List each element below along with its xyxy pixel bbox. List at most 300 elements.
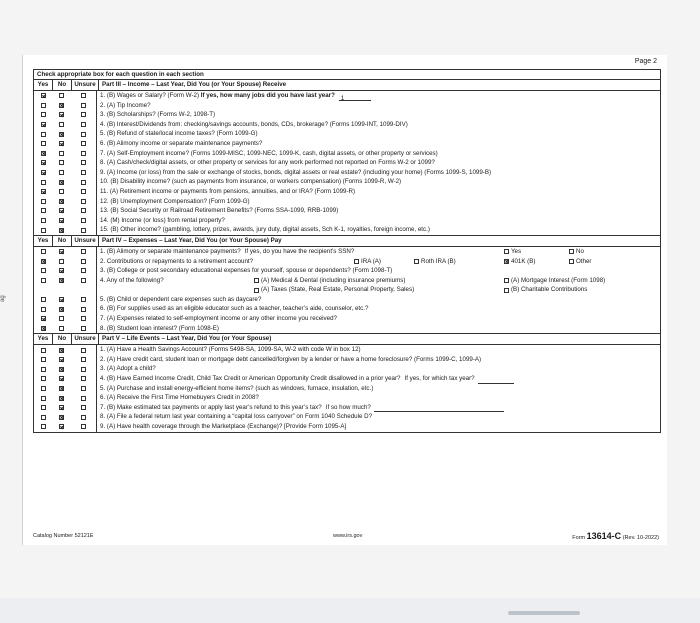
cell-unsure: [70, 314, 97, 324]
cell-no: [52, 177, 70, 187]
checkbox[interactable]: [59, 348, 64, 353]
question-row: [34, 110, 660, 120]
checkbox[interactable]: [59, 367, 64, 372]
checkbox[interactable]: [41, 268, 46, 273]
checkbox[interactable]: [504, 259, 509, 264]
cell-unsure: [70, 206, 97, 216]
cell-yes: [34, 177, 52, 187]
instruction-line: Check appropriate box for each question in each section: [34, 70, 660, 80]
checkbox[interactable]: [81, 141, 86, 146]
question-row: [34, 120, 660, 130]
cell-yes: [34, 374, 52, 384]
checkbox[interactable]: [569, 259, 574, 264]
checkbox[interactable]: [81, 357, 86, 362]
question-text: 6. (B) Alimony income or separate maintenance payments?: [100, 139, 263, 147]
checkbox[interactable]: [41, 189, 46, 194]
checkbox[interactable]: [504, 249, 509, 254]
checkbox[interactable]: [81, 307, 86, 312]
cell-yes: [34, 149, 52, 159]
ssn-no-option[interactable]: [569, 247, 584, 257]
checkbox[interactable]: [81, 160, 86, 165]
ssn-question: If yes, do you have the recipient’s SSN?: [244, 247, 355, 255]
checkbox[interactable]: [81, 103, 86, 108]
cell-yes: [34, 120, 52, 130]
cell-unsure: [70, 110, 97, 120]
checkbox[interactable]: [41, 405, 46, 410]
cell-no: [52, 225, 70, 235]
checkbox[interactable]: [504, 278, 509, 283]
cell-yes: [34, 91, 52, 101]
cell-unsure: [70, 266, 97, 276]
checkbox[interactable]: [81, 424, 86, 429]
question-text-cell: [97, 206, 660, 216]
question-text-cell: [97, 403, 660, 413]
checkbox[interactable]: [59, 415, 64, 420]
question-text: 7. (A) Self-Employment income? (Forms 1099-MISC, 1099-NEC, 1099-K, cash, digital assets, or other property or services): [100, 149, 438, 157]
question-text: 14. (M) Income (or loss) from rental property?: [100, 216, 225, 224]
catalog-number: Catalog Number 52121E: [33, 533, 94, 539]
part4-rows: [34, 247, 660, 333]
checkbox[interactable]: [41, 112, 46, 117]
checkbox[interactable]: [59, 376, 64, 381]
cell-yes: [34, 304, 52, 314]
checkbox[interactable]: [41, 376, 46, 381]
cell-yes: [34, 110, 52, 120]
401k-option[interactable]: [504, 257, 535, 267]
checkbox[interactable]: [59, 170, 64, 175]
checkbox[interactable]: [59, 386, 64, 391]
checkbox[interactable]: [81, 208, 86, 213]
question-row: [34, 355, 660, 365]
checkbox[interactable]: [354, 259, 359, 264]
question-text-cell: [97, 197, 660, 207]
question-row: [34, 257, 660, 267]
checkbox[interactable]: [41, 415, 46, 420]
checkbox[interactable]: [81, 278, 86, 283]
col-no: No: [53, 80, 72, 90]
question-text: 2. (A) Tip Income?: [100, 101, 151, 109]
checkbox[interactable]: [41, 249, 46, 254]
checkbox[interactable]: [81, 132, 86, 137]
checkbox[interactable]: [59, 160, 64, 165]
cell-no: [52, 257, 70, 267]
question-row: [34, 314, 660, 324]
checkbox[interactable]: [59, 151, 64, 156]
question-row: [34, 276, 660, 286]
cell-unsure: [70, 197, 97, 207]
checkbox[interactable]: [41, 307, 46, 312]
question-text-cell: [97, 101, 660, 111]
checkbox[interactable]: [81, 93, 86, 98]
question-text: 3. (B) College or post secondary educational expenses for yourself, spouse or dependents? (Form 1098-T): [100, 267, 393, 275]
cell-unsure: [70, 216, 97, 226]
checkbox[interactable]: [59, 259, 64, 264]
checkbox[interactable]: [81, 249, 86, 254]
question-text: 2. Contributions or repayments to a retirement account?: [100, 257, 254, 265]
cell-no: [52, 314, 70, 324]
checkbox[interactable]: [59, 357, 64, 362]
checkbox[interactable]: [59, 249, 64, 254]
checkbox[interactable]: [81, 268, 86, 273]
cell-yes: [34, 139, 52, 149]
website[interactable]: www.irs.gov: [333, 533, 363, 539]
checkbox[interactable]: [59, 424, 64, 429]
question-row: [34, 345, 660, 355]
roth-ira-option-label: Roth IRA (B): [421, 257, 456, 265]
cell-yes: [34, 403, 52, 413]
cell-yes: [34, 168, 52, 178]
ira-option[interactable]: [354, 257, 381, 267]
checkbox[interactable]: [81, 112, 86, 117]
checkbox[interactable]: [41, 160, 46, 165]
checkbox[interactable]: [81, 189, 86, 194]
page-footer: [33, 533, 659, 539]
bottom-bar: [0, 598, 700, 623]
question-text-cell: [97, 345, 660, 355]
cell-unsure: [70, 393, 97, 403]
cell-unsure: [70, 139, 97, 149]
checkbox[interactable]: [41, 367, 46, 372]
checkbox[interactable]: [59, 103, 64, 108]
checkbox[interactable]: [81, 405, 86, 410]
checkbox[interactable]: [81, 396, 86, 401]
tax-year-question: If yes, for which tax year?: [404, 375, 475, 383]
cell-no: [52, 197, 70, 207]
cell-unsure: [70, 177, 97, 187]
checkbox[interactable]: [81, 367, 86, 372]
checkbox[interactable]: [59, 180, 64, 185]
question-row: [34, 225, 660, 235]
question-text: 4. Any of the following?: [100, 276, 164, 284]
checkbox[interactable]: [59, 112, 64, 117]
scroll-handle[interactable]: [508, 611, 580, 615]
checkbox[interactable]: [59, 326, 64, 331]
checkbox[interactable]: [81, 316, 86, 321]
question-text: 1. (B) Wages or Salary? (Form W-2): [100, 92, 200, 99]
other-retirement-option[interactable]: [569, 257, 591, 267]
roth-ira-option[interactable]: [414, 257, 456, 267]
checkbox[interactable]: [41, 93, 46, 98]
col-yes: Yes: [34, 80, 53, 90]
cell-no: [52, 393, 70, 403]
question-row: [34, 374, 660, 384]
ssn-yes-option[interactable]: [504, 247, 521, 257]
checkbox[interactable]: [41, 199, 46, 204]
checkbox[interactable]: [81, 259, 86, 264]
checkbox[interactable]: [41, 151, 46, 156]
question-text: 4. (B) Have Earned Income Credit, Child Tax Credit or American Opportunity Credit disallowed in a prior year?: [100, 375, 401, 383]
cell-unsure: [70, 384, 97, 394]
checkbox[interactable]: [81, 415, 86, 420]
cell-yes: [34, 276, 52, 286]
question-row: [34, 412, 660, 422]
question-text-cell: [97, 216, 660, 226]
checkbox[interactable]: [59, 278, 64, 283]
cell-unsure: [70, 403, 97, 413]
cell-no: [52, 412, 70, 422]
question-row: [34, 91, 660, 101]
question-text: 8. (A) Cash/check/digital assets, or other property or services for any work performed not reported on Forms W-2 or 1099?: [100, 159, 435, 167]
cell-no: [52, 139, 70, 149]
401k-option-label: 401K (B): [511, 257, 536, 265]
cell-no: [52, 168, 70, 178]
medical-dental-option-label: (A) Medical & Dental (including insurance premiums): [261, 276, 406, 284]
cell-unsure: [70, 91, 97, 101]
checkbox[interactable]: [59, 405, 64, 410]
checkbox[interactable]: [59, 268, 64, 273]
question-text-cell: [97, 314, 660, 324]
checkbox[interactable]: [41, 259, 46, 264]
checkbox[interactable]: [41, 170, 46, 175]
question-text: 4. (B) Interest/Dividends from: checking/savings accounts, bonds, CDs, brokerage? (Forms 1099-INT, 1099-DIV): [100, 120, 408, 128]
cell-no: [52, 374, 70, 384]
checkbox[interactable]: [41, 180, 46, 185]
question-text: 1. (B) Alimony or separate maintenance payments?: [100, 247, 241, 255]
question-row: [34, 197, 660, 207]
part3-header: [34, 80, 660, 91]
taxes-option-label: (A) Taxes (State, Real Estate, Personal Property, Sales): [261, 286, 415, 294]
form-id: [572, 531, 659, 541]
cell-yes: [34, 422, 52, 432]
question-text: 5. (B) Child or dependent care expenses such as daycare?: [100, 295, 262, 303]
estimated-payments-question-answer-line[interactable]: [374, 405, 504, 412]
checkbox[interactable]: [81, 170, 86, 175]
question-text-cell: [97, 120, 660, 130]
charitable-option[interactable]: [504, 285, 587, 295]
checkbox[interactable]: [41, 348, 46, 353]
question-text-cell: [97, 266, 660, 276]
checkbox[interactable]: [41, 218, 46, 223]
checkbox[interactable]: [59, 93, 64, 98]
checkbox[interactable]: [41, 326, 46, 331]
taxes-option[interactable]: [254, 285, 414, 295]
cell-yes: [34, 129, 52, 139]
checkbox[interactable]: [41, 103, 46, 108]
question-text: 2. (A) Have credit card, student loan or mortgage debt cancelled/forgiven by a lender or have a home foreclosure? (Forms 1099-C, 1099-A): [100, 355, 482, 363]
checkbox[interactable]: [81, 326, 86, 331]
cell-unsure: [70, 355, 97, 365]
question-text-cell: [97, 225, 660, 235]
question-row: [34, 324, 660, 334]
cell-yes: [34, 101, 52, 111]
col-yes: Yes: [34, 334, 53, 344]
tax-year-question-answer-line[interactable]: [478, 377, 514, 384]
cell-unsure: [70, 285, 97, 295]
question-text-cell: [97, 393, 660, 403]
checkbox[interactable]: [41, 386, 46, 391]
col-unsure: Unsure: [72, 236, 99, 246]
checkbox[interactable]: [41, 278, 46, 283]
checkbox[interactable]: [81, 151, 86, 156]
checkbox[interactable]: [41, 396, 46, 401]
checkbox[interactable]: [81, 348, 86, 353]
checkbox[interactable]: [41, 297, 46, 302]
cell-unsure: [70, 168, 97, 178]
cell-yes: [34, 285, 52, 295]
cell-no: [52, 355, 70, 365]
question-text-cell: [97, 304, 660, 314]
question-row: [34, 168, 660, 178]
checkbox[interactable]: [59, 396, 64, 401]
checkbox[interactable]: [569, 249, 574, 254]
checkbox[interactable]: [81, 180, 86, 185]
question-text-cell: [97, 355, 660, 365]
cell-no: [52, 403, 70, 413]
cell-unsure: [70, 304, 97, 314]
cell-no: [52, 149, 70, 159]
question-row: [34, 139, 660, 149]
checkbox[interactable]: [81, 376, 86, 381]
question-row: [34, 295, 660, 305]
question-text: 9. (A) Income (or loss) from the sale or exchange of stocks, bonds, digital assets or real estate? (including your home) (Forms 1099-S, 1099-B): [100, 168, 492, 176]
mortgage-interest-option[interactable]: [504, 276, 605, 286]
checkbox[interactable]: [41, 141, 46, 146]
part5-title: Part V – Life Events – Last Year, Did You (or Your Spouse): [102, 335, 272, 343]
ssn-no-option-label: No: [576, 247, 584, 255]
checkbox[interactable]: [41, 122, 46, 127]
cell-no: [52, 422, 70, 432]
checkbox[interactable]: [59, 316, 64, 321]
cell-no: [52, 345, 70, 355]
cell-unsure: [70, 149, 97, 159]
question-row: [34, 393, 660, 403]
checkbox[interactable]: [59, 297, 64, 302]
question-text-cell: [97, 364, 660, 374]
part5-rows: [34, 345, 660, 431]
question-row: [34, 187, 660, 197]
col-unsure: Unsure: [72, 80, 99, 90]
page-number: Page 2: [634, 58, 657, 65]
checkbox[interactable]: [59, 228, 64, 233]
question-text: 11. (A) Retirement income or payments from pensions, annuities, and or IRA? (Form 1099-R): [100, 187, 356, 195]
checkbox[interactable]: [41, 357, 46, 362]
question-text: 6. (B) For supplies used as an eligible educator such as a teacher, teacher’s aide, counselor, etc.?: [100, 305, 369, 313]
question-text: 3. (A) Adopt a child?: [100, 365, 156, 373]
checkbox[interactable]: [59, 141, 64, 146]
checkbox[interactable]: [41, 316, 46, 321]
checkbox[interactable]: [504, 288, 509, 293]
question-text: 7. (A) Expenses related to self-employment income or any other income you received?: [100, 315, 337, 323]
cell-yes: [34, 197, 52, 207]
question-row: [34, 129, 660, 139]
question-text-cell: [97, 177, 660, 187]
cell-unsure: [70, 187, 97, 197]
part5-header: [34, 333, 660, 345]
question-followup: If yes, how many jobs did you have last year?: [200, 92, 335, 99]
checkbox[interactable]: [59, 307, 64, 312]
checkbox[interactable]: [59, 132, 64, 137]
checkbox[interactable]: [81, 386, 86, 391]
question-row: [34, 216, 660, 226]
checkbox[interactable]: [81, 297, 86, 302]
col-no: No: [53, 236, 72, 246]
question-row: [34, 266, 660, 276]
cell-no: [52, 206, 70, 216]
question-row: [34, 285, 660, 295]
cell-unsure: [70, 422, 97, 432]
cell-yes: [34, 206, 52, 216]
checkbox[interactable]: [59, 189, 64, 194]
cell-no: [52, 266, 70, 276]
form-number: 13614-C: [586, 531, 622, 541]
question-text-cell: [97, 139, 660, 149]
cell-no: [52, 110, 70, 120]
question-text-cell: [97, 324, 660, 334]
cell-yes: [34, 266, 52, 276]
question-text: 13. (B) Social Security or Railroad Retirement Benefits? (Forms SSA-1099, RRB-1099): [100, 207, 339, 215]
answer-value[interactable]: 1: [339, 94, 371, 101]
question-row: [34, 247, 660, 257]
checkbox[interactable]: [59, 208, 64, 213]
col-yes: Yes: [34, 236, 53, 246]
cell-unsure: [70, 101, 97, 111]
medical-dental-option[interactable]: [254, 276, 405, 286]
checkbox[interactable]: [59, 199, 64, 204]
cell-yes: [34, 384, 52, 394]
question-row: [34, 177, 660, 187]
cell-no: [52, 384, 70, 394]
form-revision: (Rev. 10-2022): [622, 535, 659, 541]
checkbox[interactable]: [41, 228, 46, 233]
ssn-yes-option-label: Yes: [511, 247, 522, 255]
question-row: [34, 206, 660, 216]
question-text: 5. (A) Purchase and install energy-efficient home items? (such as windows, furnace, insulation, etc.): [100, 384, 374, 392]
cell-no: [52, 364, 70, 374]
checkbox[interactable]: [41, 132, 46, 137]
cell-unsure: [70, 412, 97, 422]
question-text-cell: [97, 149, 660, 159]
cell-no: [52, 324, 70, 334]
mortgage-interest-option-label: (A) Mortgage Interest (Form 1098): [511, 276, 606, 284]
checkbox[interactable]: [41, 424, 46, 429]
checkbox[interactable]: [254, 288, 259, 293]
cell-unsure: [70, 364, 97, 374]
part3-title: Part III – Income – Last Year, Did You (or Your Spouse) Receive: [102, 81, 287, 88]
question-text: 6. (A) Receive the First Time Homebuyers Credit in 2008?: [100, 394, 259, 402]
side-mark: ag: [0, 295, 6, 302]
checkbox[interactable]: [41, 208, 46, 213]
cell-unsure: [70, 247, 97, 257]
checkbox[interactable]: [254, 278, 259, 283]
cell-unsure: [70, 374, 97, 384]
checkbox[interactable]: [81, 122, 86, 127]
checkbox[interactable]: [81, 228, 86, 233]
checkbox[interactable]: [59, 122, 64, 127]
part4-header: [34, 235, 660, 247]
question-text: 15. (B) Other income? (gambling, lottery, prizes, awards, jury duty, digital assets, Sch K-1, royalties, foreign income, etc.): [100, 226, 430, 234]
cell-unsure: [70, 345, 97, 355]
ira-option-label: IRA (A): [361, 257, 381, 265]
form-13614c-page2: [33, 69, 661, 433]
cell-no: [52, 285, 70, 295]
cell-yes: [34, 355, 52, 365]
question-text-cell: [97, 91, 660, 101]
part3-rows: [34, 91, 660, 235]
question-text-cell: [97, 422, 660, 432]
question-text: 5. (B) Refund of state/local income taxes? (Form 1099-G): [100, 130, 258, 138]
checkbox[interactable]: [59, 218, 64, 223]
checkbox[interactable]: [81, 218, 86, 223]
cell-no: [52, 216, 70, 226]
question-text-cell: [97, 374, 660, 384]
checkbox[interactable]: [414, 259, 419, 264]
cell-yes: [34, 314, 52, 324]
cell-yes: [34, 393, 52, 403]
question-text: 3. (B) Scholarships? (Forms W-2, 1098-T): [100, 111, 216, 119]
cell-unsure: [70, 120, 97, 130]
form-prefix: Form: [572, 535, 586, 541]
checkbox[interactable]: [81, 199, 86, 204]
